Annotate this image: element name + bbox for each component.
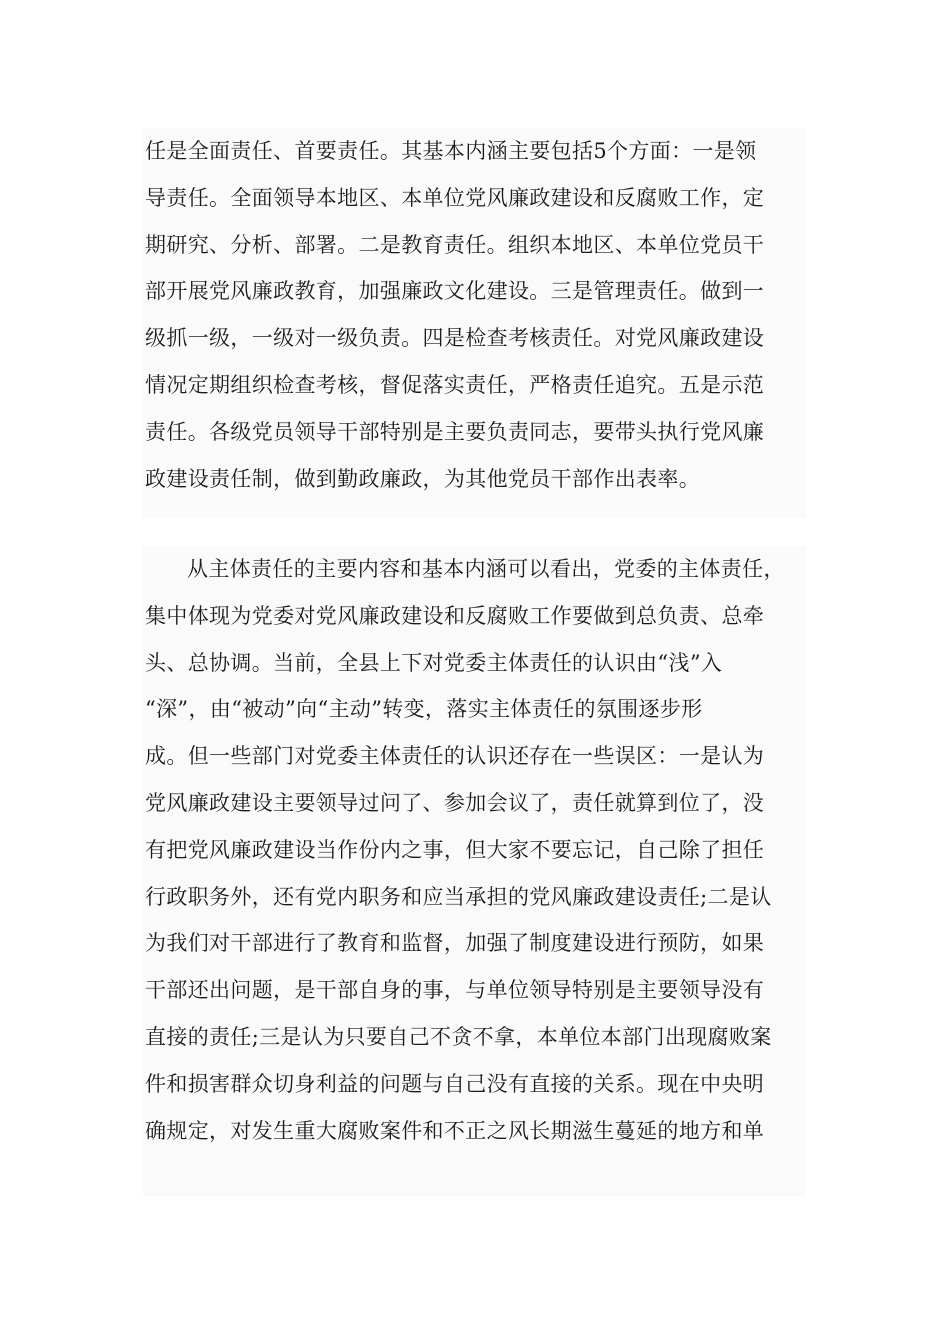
paragraph-1-line: 政建设责任制，做到勤政廉政，为其他党员干部作出表率。 [145,466,701,491]
paragraph-2-line: 直接的责任;三是认为只要自己不贪不拿，本单位本部门出现腐败案 [145,1024,772,1049]
paragraph-gap [143,518,806,546]
paragraph-1-line: 期研究、分析、部署。二是教育责任。组织本地区、本单位党员干 [145,232,765,257]
paragraph-1 [143,128,806,518]
paragraph-2-line: 集中体现为党委对党风廉政建设和反腐败工作要做到总负责、总牵 [145,603,765,628]
paragraph-2-line: 有把党风廉政建设当作份内之事，但大家不要忘记，自己除了担任 [145,837,765,862]
paragraph-2-line: 确规定，对发生重大腐败案件和不正之风长期滋生蔓延的地方和单 [145,1118,765,1143]
paragraph-2-first-line: 从主体责任的主要内容和基本内涵可以看出，党委的主体责任， [187,557,785,581]
paragraph-1-line: 导责任。全面领导本地区、本单位党风廉政建设和反腐败工作，定 [145,185,765,210]
paragraph-2-line: “深”，由“被动”向“主动”转变，落实主体责任的氛围逐步形 [145,697,703,722]
paragraph-2-line: 干部还出问题，是干部自身的事，与单位领导特别是主要领导没有 [145,978,765,1003]
paragraph-2-line: 行政职务外，还有党内职务和应当承担的党风廉政建设责任;二是认 [145,884,772,909]
paragraph-2-line: 党风廉政建设主要领导过问了、参加会议了，责任就算到位了，没 [145,790,765,815]
paragraph-1-line: 责任。各级党员领导干部特别是主要负责同志，要带头执行党风廉 [145,419,765,444]
paragraph-1-line: 部开展党风廉政教育，加强廉政文化建设。三是管理责任。做到一 [145,279,765,304]
paragraph-1-line: 情况定期组织检查考核，督促落实责任，严格责任追究。五是示范 [145,372,765,397]
paragraph-1-line: 级抓一级，一级对一级负责。四是检查考核责任。对党风廉政建设 [145,326,765,351]
paragraph-2-line: 件和损害群众切身利益的问题与自己没有直接的关系。现在中央明 [145,1071,765,1096]
paragraph-2 [143,546,806,1196]
paragraph-2-line: 成。但一些部门对党委主体责任的认识还存在一些误区：一是认为 [145,744,765,769]
paragraph-2-line: 为我们对干部进行了教育和监督，加强了制度建设进行预防，如果 [145,931,765,956]
paragraph-2-line: 头、总协调。当前，全县上下对党委主体责任的认识由“浅”入 [145,650,723,675]
paragraph-1-line: 任是全面责任、首要责任。其基本内涵主要包括5个方面：一是领 [145,139,757,163]
